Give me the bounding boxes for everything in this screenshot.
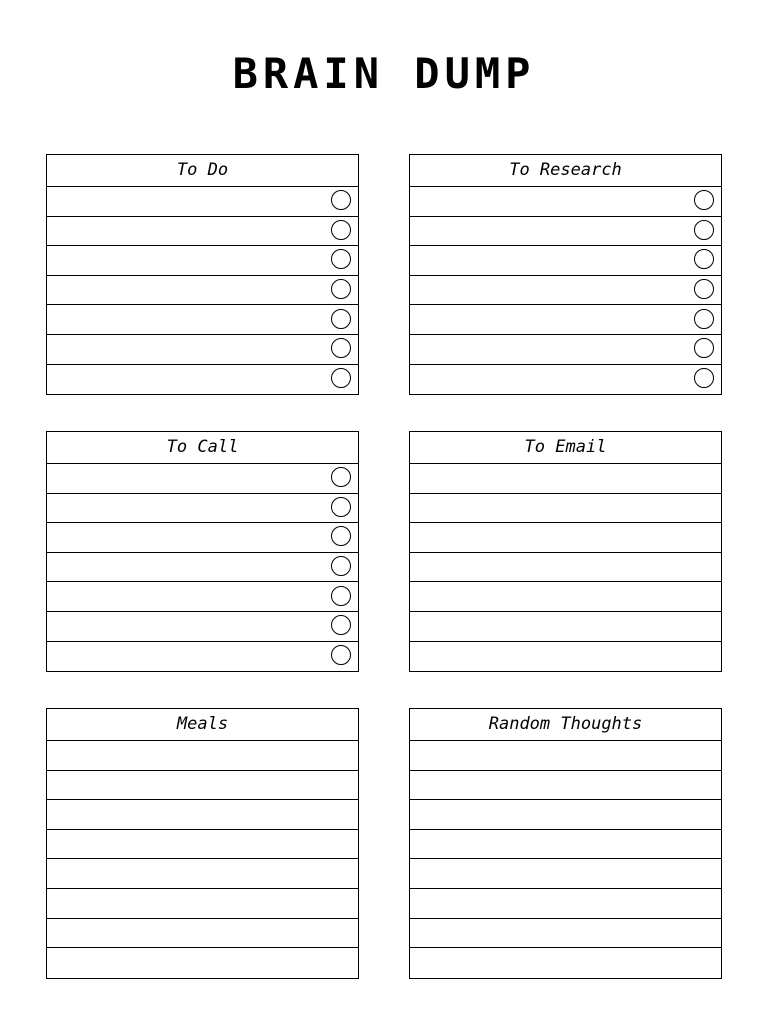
page-title: BRAIN DUMP <box>232 49 536 98</box>
checkbox-circle-icon[interactable] <box>331 220 351 240</box>
meals-entry-line[interactable] <box>47 771 358 801</box>
thoughts-entry-line[interactable] <box>410 741 721 771</box>
checkbox-circle-icon[interactable] <box>331 497 351 517</box>
checkbox-circle-icon[interactable] <box>331 615 351 635</box>
research-entry-line[interactable] <box>410 217 721 247</box>
call-entry-line[interactable] <box>47 553 358 583</box>
meals-entry-line[interactable] <box>47 830 358 860</box>
call-entry-line[interactable] <box>47 582 358 612</box>
research-entry-line[interactable] <box>410 335 721 365</box>
checkbox-circle-icon[interactable] <box>331 526 351 546</box>
meals-entry-line[interactable] <box>47 859 358 889</box>
call-entry-line[interactable] <box>47 523 358 553</box>
checkbox-circle-icon[interactable] <box>331 368 351 388</box>
checkbox-circle-icon[interactable] <box>694 279 714 299</box>
checkbox-circle-icon[interactable] <box>694 220 714 240</box>
todo-entry-line[interactable] <box>47 187 358 217</box>
checkbox-circle-icon[interactable] <box>331 279 351 299</box>
meals-entry-line[interactable] <box>47 889 358 919</box>
todo-entry-line[interactable] <box>47 276 358 306</box>
checkbox-circle-icon[interactable] <box>331 645 351 665</box>
call-entry-line[interactable] <box>47 642 358 672</box>
research-entry-line[interactable] <box>410 365 721 395</box>
email-section <box>409 431 722 672</box>
call-header: To Call <box>47 432 358 464</box>
meals-header: Meals <box>47 709 358 741</box>
checkbox-circle-icon[interactable] <box>331 586 351 606</box>
research-entry-line[interactable] <box>410 187 721 217</box>
meals-entry-line[interactable] <box>47 800 358 830</box>
research-entry-line[interactable] <box>410 246 721 276</box>
checkbox-circle-icon[interactable] <box>694 309 714 329</box>
research-entry-line[interactable] <box>410 305 721 335</box>
email-entry-line[interactable] <box>410 642 721 672</box>
email-entry-line[interactable] <box>410 553 721 583</box>
todo-entry-line[interactable] <box>47 365 358 395</box>
checkbox-circle-icon[interactable] <box>694 249 714 269</box>
checkbox-circle-icon[interactable] <box>331 467 351 487</box>
call-section <box>46 431 359 672</box>
checkbox-circle-icon[interactable] <box>331 190 351 210</box>
email-entry-line[interactable] <box>410 464 721 494</box>
todo-entry-line[interactable] <box>47 217 358 247</box>
checkbox-circle-icon[interactable] <box>331 309 351 329</box>
checkbox-circle-icon[interactable] <box>694 368 714 388</box>
todo-entry-line[interactable] <box>47 305 358 335</box>
thoughts-section <box>409 708 722 979</box>
email-entry-line[interactable] <box>410 612 721 642</box>
email-entry-line[interactable] <box>410 582 721 612</box>
research-header: To Research <box>410 155 721 187</box>
checkbox-circle-icon[interactable] <box>331 338 351 358</box>
research-entry-line[interactable] <box>410 276 721 306</box>
checkbox-circle-icon[interactable] <box>694 338 714 358</box>
meals-entry-line[interactable] <box>47 948 358 978</box>
thoughts-entry-line[interactable] <box>410 830 721 860</box>
email-entry-line[interactable] <box>410 523 721 553</box>
thoughts-header: Random Thoughts <box>410 709 721 741</box>
call-entry-line[interactable] <box>47 494 358 524</box>
thoughts-entry-line[interactable] <box>410 800 721 830</box>
meals-entry-line[interactable] <box>47 919 358 949</box>
thoughts-entry-line[interactable] <box>410 919 721 949</box>
meals-section <box>46 708 359 979</box>
todo-entry-line[interactable] <box>47 246 358 276</box>
thoughts-entry-line[interactable] <box>410 889 721 919</box>
call-entry-line[interactable] <box>47 464 358 494</box>
checkbox-circle-icon[interactable] <box>331 249 351 269</box>
call-entry-line[interactable] <box>47 612 358 642</box>
thoughts-entry-line[interactable] <box>410 771 721 801</box>
todo-section <box>46 154 359 395</box>
checkbox-circle-icon[interactable] <box>694 190 714 210</box>
research-section <box>409 154 722 395</box>
checkbox-circle-icon[interactable] <box>331 556 351 576</box>
email-header: To Email <box>410 432 721 464</box>
todo-entry-line[interactable] <box>47 335 358 365</box>
email-entry-line[interactable] <box>410 494 721 524</box>
todo-header: To Do <box>47 155 358 187</box>
meals-entry-line[interactable] <box>47 741 358 771</box>
thoughts-entry-line[interactable] <box>410 859 721 889</box>
thoughts-entry-line[interactable] <box>410 948 721 978</box>
